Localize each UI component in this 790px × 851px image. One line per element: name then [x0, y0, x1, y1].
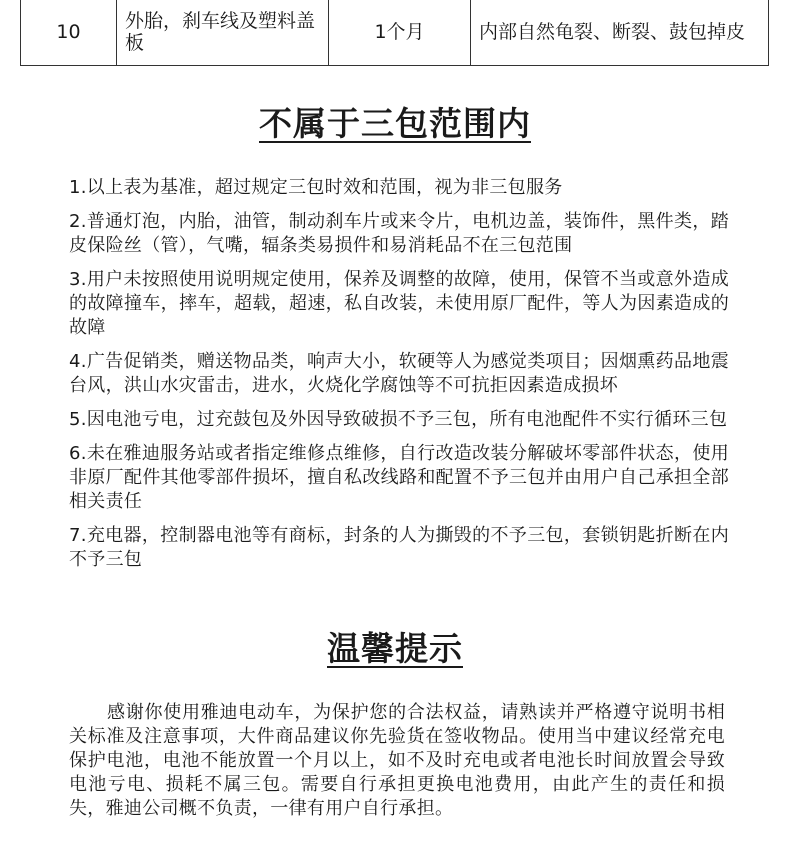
warranty-period-cell: 1个月: [329, 0, 471, 66]
tips-heading-text: 温馨提示: [327, 629, 463, 668]
exclusions-heading: [0, 104, 790, 144]
condition-cell: 内部自然龟裂、断裂、鼓包掉皮: [471, 0, 769, 66]
exclusion-list: [69, 176, 729, 582]
table-row: [21, 0, 769, 66]
exclusions-heading-text: 不属于三包范围内: [259, 104, 531, 143]
tips-paragraph: 感谢你使用雅迪电动车，为保护您的合法权益，请熟读并严格遵守说明书相关标准及注意事项，大件商品建议你先验货在签收物品。使用当中建议经常充电保护电池，电池不能放置一个月以上，如不及时充电或者电池长时间放置会导致电池亏电、损耗不属三包。需要自行承担更换电池费用，由此产生的责任和损失，雅迪公司概不负责，一律有用户自行承担。: [69, 702, 725, 819]
list-item: 1.以上表为基准，超过规定三包时效和范围，视为非三包服务: [69, 177, 563, 198]
list-item: 4.广告促销类，赠送物品类，响声大小，软硬等人为感觉类项目；因烟熏药品地震台风，洪山水灾雷击，进水，火烧化学腐蚀等不可抗拒因素造成损坏: [69, 351, 729, 396]
part-cell: 外胎，刹车线及塑料盖板: [117, 0, 329, 66]
list-item: 7.充电器，控制器电池等有商标，封条的人为撕毁的不予三包，套锁钥匙折断在内 不予三包: [69, 525, 729, 570]
list-item: 6.未在雅迪服务站或者指定维修点维修，自行改造改装分解破坏零部件状态，使用非原厂配件其他零部件损坏，擅自私改线路和配置不予三包并由用户自己承担全部相关责任: [69, 443, 729, 512]
row-number-cell: 10: [21, 0, 117, 66]
list-item: 2.普通灯泡，内胎，油管，制动刹车片或来令片，电机边盖，装饰件，黑件类，踏皮保险丝（管），气嘴，辐条类易损件和易消耗品不在三包范围: [69, 211, 729, 256]
warranty-table: [20, 0, 769, 66]
tips-heading: [0, 629, 790, 669]
list-item: 5.因电池亏电，过充鼓包及外因导致破损不予三包，所有电池配件不实行循环三包: [69, 409, 728, 430]
list-item: 3.用户未按照使用说明规定使用，保养及调整的故障，使用，保管不当或意外造成的故障撞车，摔车，超载，超速，私自改装，未使用原厂配件，等人为因素造成的故障: [69, 269, 729, 338]
